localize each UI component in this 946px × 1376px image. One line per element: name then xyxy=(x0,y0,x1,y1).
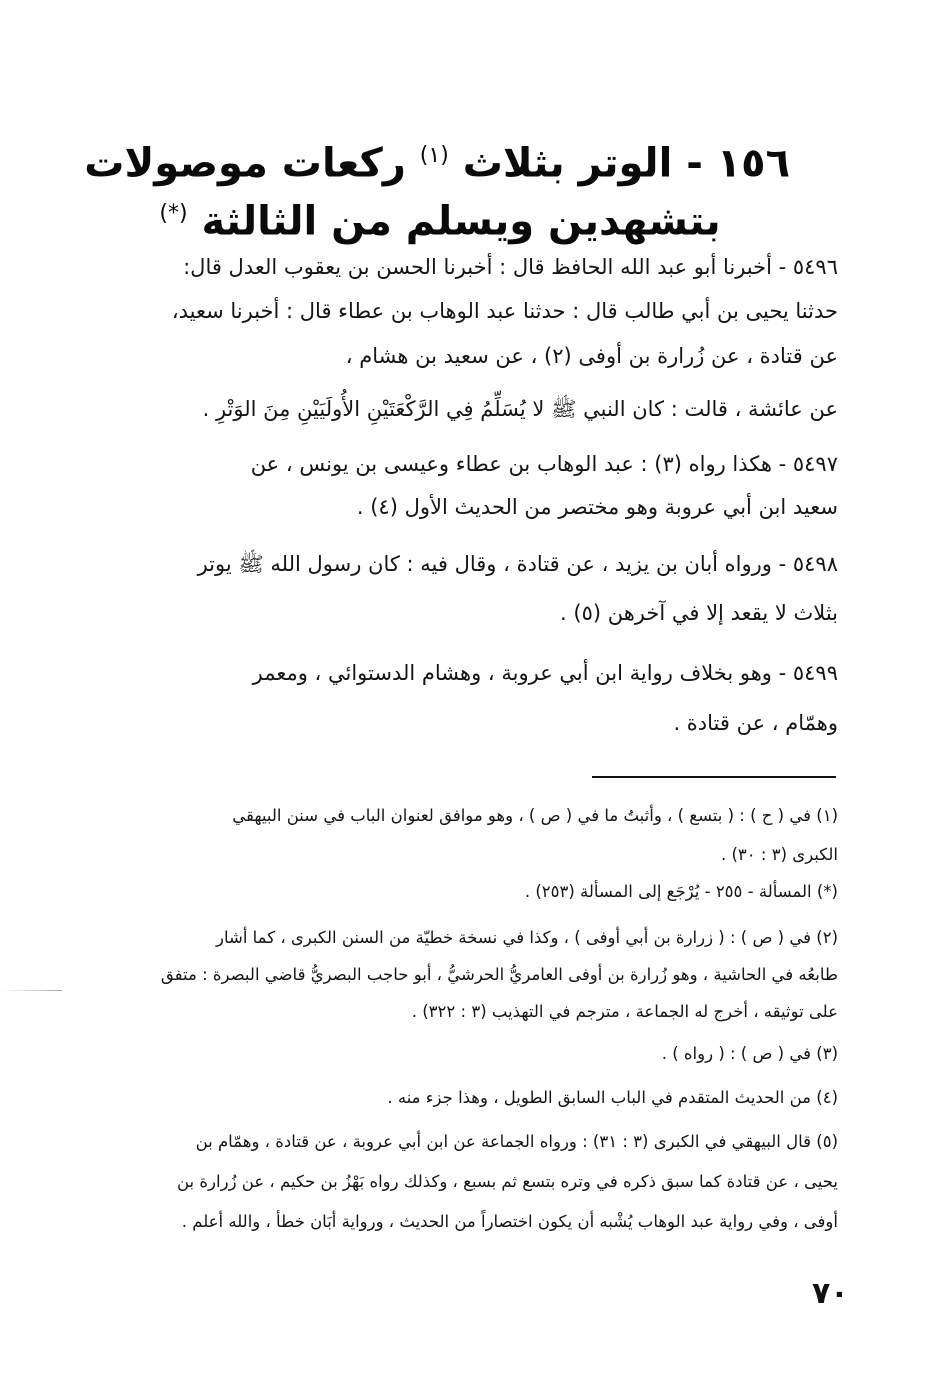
section-subtitle: بتشهدين ويسلم من الثالثة xyxy=(201,198,721,245)
footnote-ref-1: (١) xyxy=(419,143,449,168)
footnote-line-5: طابعُه في الحاشية ، وهو زُرارة بن أوفى العامريُّ الحرشيُّ ، أبو حاجب البصريُّ قاضي البصرة : متفق xyxy=(160,965,838,984)
footnote-line-9: (٥) قال البيهقي في الكبرى (٣ : ٣١) : ورواه الجماعة عن ابن أبي عروبة ، عن قتادة ، وهمّام بن xyxy=(195,1132,838,1151)
body-line-7: ٥٤٩٨ - ورواه أبان بن يزيد ، عن قتادة ، وقال فيه : كان رسول الله ﷺ يوتر xyxy=(197,552,838,576)
footnote-line-2: الكبرى (٣ : ٣٠) . xyxy=(720,845,838,864)
body-line-1: ٥٤٩٦ - أخبرنا أبو عبد الله الحافظ قال : أخبرنا الحسن بن يعقوب العدل قال: xyxy=(183,255,838,279)
body-line-5: ٥٤٩٧ - هكذا رواه (٣) : عبد الوهاب بن عطاء وعيسى بن يونس ، عن xyxy=(250,452,838,476)
body-line-2: حدثنا يحيى بن أبي طالب قال : حدثنا عبد الوهاب بن عطاء قال : أخبرنا سعيد، xyxy=(171,299,838,323)
footnote-separator xyxy=(592,776,836,778)
section-title-line-2 xyxy=(90,186,790,249)
footnote-line-7: (٣) في ( ص ) : ( رواه ) . xyxy=(661,1044,838,1063)
section-title-rest: ركعات موصولات xyxy=(84,140,406,187)
body-line-3: عن قتادة ، عن زُرارة بن أوفى (٢) ، عن سعيد بن هشام ، xyxy=(345,344,838,368)
body-line-8: بثلاث لا يقعد إلا في آخرهن (٥) . xyxy=(560,601,838,625)
footnote-line-11: أوفى ، وفي رواية عبد الوهاب يُشْبه أن يكون اختصاراً من الحديث ، ورواية أبَان خطأ ، والله أعلم . xyxy=(181,1212,838,1231)
footnote-line-3: (*) المسألة - ٢٥٥ - يُرْجَع إلى المسألة (٢٥٣) . xyxy=(524,882,838,901)
footnote-line-8: (٤) من الحديث المتقدم في الباب السابق الطويل ، وهذا جزء منه . xyxy=(387,1088,838,1107)
body-line-10: وهمّام ، عن قتادة . xyxy=(673,711,838,735)
body-line-4: عن عائشة ، قالت : كان النبي ﷺ لا يُسَلِّمُ فِي الرَّكْعَتَيْنِ الأُولَيَيْنِ مِنَ الوَتْرِ . xyxy=(202,397,838,421)
footnote-line-4: (٢) في ( ص ) : ( زرارة بن أبي أوفى ) ، وكذا في نسخة خطيّة من السنن الكبرى ، كما أشار xyxy=(216,928,838,947)
page-number: ٧٠ xyxy=(812,1276,849,1311)
footnote-line-1: (١) في ( ح ) : ( بتسع ) ، وأثبتُ ما في ( ص ) ، وهو موافق لعنوان الباب في سنن البيهقي xyxy=(232,806,838,825)
footnote-line-6: على توثيقه ، أخرج له الجماعة ، مترجم في التهذيب (٣ : ٣٢٢) . xyxy=(411,1002,838,1021)
section-title-line-1 xyxy=(84,128,790,191)
footnote-ref-star: (*) xyxy=(159,201,188,226)
scan-artifact-line xyxy=(0,990,62,991)
section-title-main: ١٥٦ - الوتر بثلاث xyxy=(462,140,790,187)
body-line-6: سعيد ابن أبي عروبة وهو مختصر من الحديث الأول (٤) . xyxy=(356,495,838,519)
footnote-line-10: يحيى ، عن قتادة كما سبق ذكره في وتره بتسع ثم بسبع ، وكذلك رواه بَهْزُ بن حكيم ، عن زُرارة بن xyxy=(177,1172,838,1191)
body-line-9: ٥٤٩٩ - وهو بخلاف رواية ابن أبي عروبة ، وهشام الدستوائي ، ومعمر xyxy=(252,661,838,685)
